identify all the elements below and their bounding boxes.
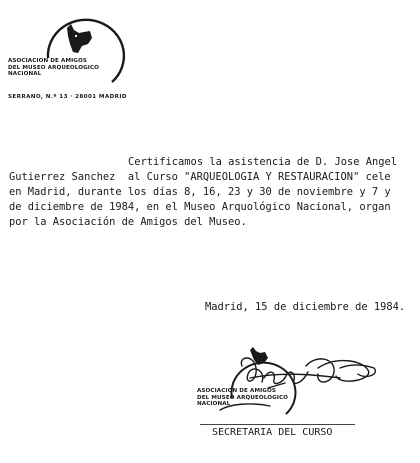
org-name-line: DEL MUSEO ARQUEOLOGICO	[197, 394, 289, 401]
certificate-line: por la Asociación de Amigos del Museo.	[9, 216, 247, 228]
stamp-org-name	[197, 388, 288, 408]
certificate-line: en Madrid, durante los días 8, 16, 23 y 30 de noviembre y 7 y	[9, 186, 391, 198]
org-name-line: ASOCIACION DE AMIGOS	[197, 388, 276, 394]
certificate-line: Certificamos la asistencia de D. Jose Angel	[128, 156, 397, 168]
certificate-body	[0, 155, 397, 230]
signature-role: SECRETARIA DEL CURSO	[212, 427, 333, 438]
certificate-line: de diciembre de 1984, en el Museo Arquológico Nacional, organ	[9, 201, 391, 213]
org-name-line: DEL MUSEO ARQUEOLOGICO	[8, 64, 100, 71]
org-name-line: NACIONAL	[8, 71, 42, 78]
org-name-line: NACIONAL	[197, 401, 231, 408]
letterhead-address: SERRANO, N.º 13 · 28001 MADRID	[8, 94, 127, 100]
letterhead-org-name	[8, 58, 99, 78]
date-line: Madrid, 15 de diciembre de 1984.	[205, 301, 406, 313]
signature-stamp-icon	[190, 328, 420, 438]
certificate-line: Gutierrez Sanchez al Curso "ARQUEOLOGIA Y RESTAURACION" cele	[9, 171, 391, 183]
org-name-line: ASOCIACION DE AMIGOS	[8, 58, 87, 64]
